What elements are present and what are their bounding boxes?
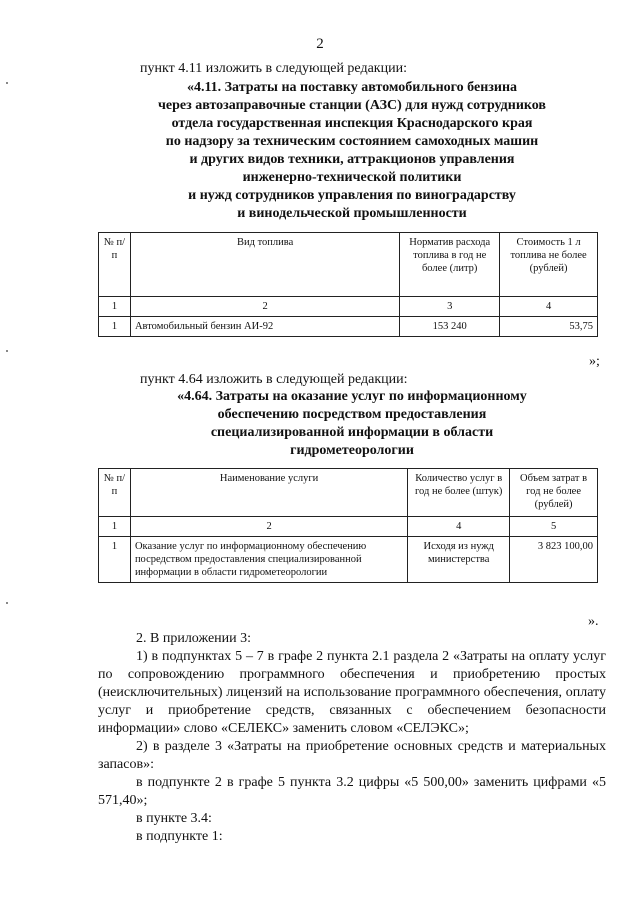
column-number: 3 [400, 297, 500, 317]
paragraph: в пункте 3.4: [136, 811, 212, 826]
header-cell: Наименование услуги [130, 469, 407, 517]
scan-mark [6, 602, 8, 604]
table-number-row [99, 297, 598, 317]
header-cell: Вид топлива [130, 233, 399, 297]
title-line: и нужд сотрудников управления по виноградарству [188, 188, 516, 203]
title-line: через автозаправочные станции (АЗС) для нужд сотрудников [158, 98, 546, 113]
scan-mark [6, 82, 8, 84]
table-cell: 3 823 100,00 [510, 537, 598, 583]
section1-intro: пункт 4.11 изложить в следующей редакции: [140, 61, 407, 76]
section2-title [92, 388, 612, 460]
fuel-table [98, 232, 598, 337]
title-line: инженерно-технической политики [242, 170, 462, 185]
body-text [98, 630, 606, 846]
column-number: 2 [130, 517, 407, 537]
column-number: 4 [500, 297, 598, 317]
title-line: специализированной информации в области [210, 425, 494, 440]
table-cell: 1 [99, 537, 131, 583]
column-number: 1 [99, 517, 131, 537]
title-line: отдела государственная инспекция Краснодарского края [171, 116, 533, 131]
title-line: гидрометеорологии [290, 443, 414, 458]
paragraph: 1) в подпунктах 5 – 7 в графе 2 пункта 2.1 раздела 2 «Затраты на оплату услуг по сопровождению программного обеспечения и приобретению простых (неисключительных) лицензий на использование программного обеспечения, оплату услуг и приобретение средств, связанных с обеспечением безопасности информации» слово «СЕЛЕКС» заменить словом «СЕЛЭКС»; [98, 649, 606, 736]
header-cell: № п/п [99, 233, 131, 297]
header-cell: Стоимость 1 л топлива не более (рублей) [500, 233, 598, 297]
table-cell: 1 [99, 317, 131, 337]
header-cell: № п/п [99, 469, 131, 517]
title-line: и других видов техники, аттракционов управления [189, 152, 515, 167]
header-cell: Норматив расхода топлива в год не более (литр) [400, 233, 500, 297]
table-header-row [99, 469, 598, 517]
paragraph: в подпункте 2 в графе 5 пункта 3.2 цифры «5 500,00» заменить цифрами «5 571,40»; [98, 775, 606, 808]
column-number: 5 [510, 517, 598, 537]
table-row [99, 317, 598, 337]
table-row [99, 537, 598, 583]
table-cell: Оказание услуг по информационному обеспечению посредством предоставления специализированной информации в области гидрометеорологии [130, 537, 407, 583]
table-cell: 153 240 [400, 317, 500, 337]
page-number: 2 [316, 36, 324, 52]
section2-intro: пункт 4.64 изложить в следующей редакции: [140, 372, 408, 387]
column-number: 1 [99, 297, 131, 317]
section2-closing: ». [588, 614, 599, 629]
scan-mark [6, 350, 8, 352]
table-cell: 53,75 [500, 317, 598, 337]
table-header-row [99, 233, 598, 297]
header-cell: Объем затрат в год не более (рублей) [510, 469, 598, 517]
column-number: 4 [408, 517, 510, 537]
title-line: «4.11. Затраты на поставку автомобильного бензина [186, 80, 518, 95]
paragraph: 2) в разделе 3 «Затраты на приобретение основных средств и материальных запасов»: [98, 739, 606, 772]
title-line: и винодельческой промышленности [237, 206, 467, 221]
title-line: «4.64. Затраты на оказание услуг по информационному [177, 389, 527, 404]
services-table [98, 468, 598, 583]
header-cell: Количество услуг в год не более (штук) [408, 469, 510, 517]
table-cell: Автомобильный бензин АИ-92 [130, 317, 399, 337]
table-cell: Исходя из нужд министерства [408, 537, 510, 583]
title-line: по надзору за техническим состоянием самоходных машин [165, 134, 539, 149]
table-number-row [99, 517, 598, 537]
column-number: 2 [130, 297, 399, 317]
paragraph: 2. В приложении 3: [136, 631, 252, 646]
paragraph: в подпункте 1: [136, 829, 223, 844]
section1-title [92, 79, 612, 223]
title-line: обеспечению посредством предоставления [217, 407, 487, 422]
section1-closing: »; [589, 354, 600, 369]
